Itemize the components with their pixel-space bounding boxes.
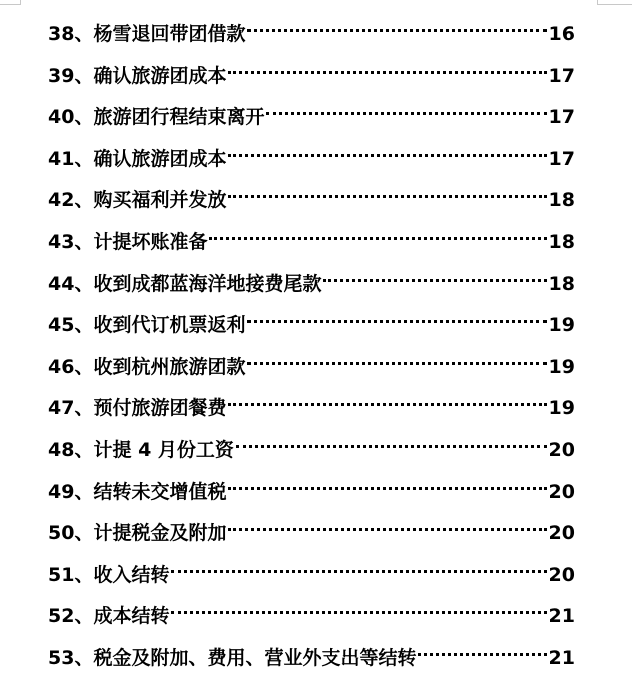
toc-entry-title: 购买福利并发放 <box>93 189 227 212</box>
toc-entry-page: 17 <box>548 106 575 129</box>
toc-dot-leader <box>236 424 547 456</box>
toc-entry-number: 41 <box>48 147 75 170</box>
toc-entry-title: 预付旅游团餐费 <box>93 397 227 420</box>
toc-entry-page: 16 <box>548 23 575 45</box>
toc-dot-leader <box>247 8 546 40</box>
toc-entry-separator: 、 <box>74 397 94 420</box>
toc-entry-separator: 、 <box>74 147 94 170</box>
toc-entry-number: 39 <box>48 64 75 87</box>
toc-entry-title: 计提税金及附加 <box>93 522 227 545</box>
toc-entry-separator: 、 <box>74 189 94 212</box>
toc-entry-number: 38 <box>48 23 75 45</box>
toc-entry-page: 21 <box>548 605 575 628</box>
toc-entry-separator: 、 <box>74 272 94 295</box>
toc-entry-title: 计提坏账准备 <box>93 230 208 253</box>
toc-entry-number: 49 <box>48 480 75 503</box>
toc-entry[interactable] <box>48 632 575 674</box>
toc-dot-leader <box>171 549 546 581</box>
page-corner-mark-top-right <box>597 0 632 5</box>
toc-dot-leader <box>228 50 546 82</box>
toc-entry[interactable] <box>48 590 575 632</box>
toc-entry-separator: 、 <box>74 480 94 503</box>
toc-entry-number: 46 <box>48 355 75 378</box>
toc-entry-page: 17 <box>548 64 575 87</box>
toc-dot-leader <box>418 632 546 664</box>
toc-dot-leader <box>228 133 546 165</box>
toc-entry-page: 20 <box>548 522 575 545</box>
toc-entry-separator: 、 <box>74 314 94 337</box>
toc-entry-separator: 、 <box>74 438 94 461</box>
toc-entry[interactable] <box>48 424 575 466</box>
toc-dot-leader <box>266 91 546 123</box>
toc-entry-page: 18 <box>548 189 575 212</box>
toc-dot-leader <box>228 174 546 206</box>
toc-entry-separator: 、 <box>74 106 94 129</box>
toc-entry[interactable] <box>48 8 575 50</box>
toc-dot-leader <box>247 299 546 331</box>
toc-entry[interactable] <box>48 174 575 216</box>
toc-entry-number: 45 <box>48 314 75 337</box>
toc-entry-page: 20 <box>548 438 575 461</box>
toc-entry-title: 旅游团行程结束离开 <box>93 106 265 129</box>
toc-entry-separator: 、 <box>74 23 94 45</box>
toc-entry[interactable] <box>48 466 575 508</box>
toc-dot-leader <box>228 382 546 414</box>
toc-entry-title: 杨雪退回带团借款 <box>93 23 246 45</box>
toc-entry-page: 20 <box>548 563 575 586</box>
toc-entry-number: 42 <box>48 189 75 212</box>
toc-entry-number: 47 <box>48 397 75 420</box>
toc-entry[interactable] <box>48 382 575 424</box>
toc-dot-leader <box>209 216 546 248</box>
toc-entry-number: 53 <box>48 646 75 669</box>
toc-entry-number: 51 <box>48 563 75 586</box>
toc-entry-separator: 、 <box>74 563 94 586</box>
toc-entry-page: 21 <box>548 646 575 669</box>
toc-entry-title: 成本结转 <box>93 605 170 628</box>
toc-entry-number: 50 <box>48 522 75 545</box>
table-of-contents <box>48 8 575 674</box>
toc-entry[interactable] <box>48 507 575 549</box>
toc-entry-number: 52 <box>48 605 75 628</box>
toc-entry-title: 计提 4 月份工资 <box>93 438 234 461</box>
toc-entry-title: 确认旅游团成本 <box>93 64 227 87</box>
toc-entry-page: 19 <box>548 314 575 337</box>
toc-entry-page: 18 <box>548 272 575 295</box>
toc-entry-separator: 、 <box>74 64 94 87</box>
toc-entry-separator: 、 <box>74 230 94 253</box>
page-corner-mark-top-left <box>0 0 21 5</box>
toc-entry-page: 18 <box>548 230 575 253</box>
toc-dot-leader <box>247 341 546 373</box>
toc-dot-leader <box>323 258 546 290</box>
toc-entry-separator: 、 <box>74 522 94 545</box>
toc-entry-title: 收到成都蓝海洋地接费尾款 <box>93 272 322 295</box>
toc-dot-leader <box>171 590 546 622</box>
toc-entry-title: 收入结转 <box>93 563 170 586</box>
toc-dot-leader <box>228 466 546 498</box>
toc-entry-number: 44 <box>48 272 75 295</box>
toc-entry-separator: 、 <box>74 355 94 378</box>
toc-entry-page: 19 <box>548 355 575 378</box>
toc-entry-title: 确认旅游团成本 <box>93 147 227 170</box>
toc-entry-separator: 、 <box>74 605 94 628</box>
toc-entry-number: 40 <box>48 106 75 129</box>
toc-entry[interactable] <box>48 91 575 133</box>
toc-entry-title: 税金及附加、费用、营业外支出等结转 <box>93 646 417 669</box>
toc-entry-page: 17 <box>548 147 575 170</box>
toc-entry[interactable] <box>48 299 575 341</box>
toc-entry-title: 收到杭州旅游团款 <box>93 355 246 378</box>
toc-entry-separator: 、 <box>74 646 94 669</box>
toc-entry[interactable] <box>48 549 575 591</box>
toc-entry[interactable] <box>48 341 575 383</box>
toc-entry[interactable] <box>48 216 575 258</box>
toc-entry-page: 20 <box>548 480 575 503</box>
toc-entry[interactable] <box>48 258 575 300</box>
toc-entry[interactable] <box>48 133 575 175</box>
toc-entry-page: 19 <box>548 397 575 420</box>
toc-entry[interactable] <box>48 50 575 92</box>
toc-dot-leader <box>228 507 546 539</box>
toc-entry-number: 43 <box>48 230 75 253</box>
toc-entry-title: 结转未交增值税 <box>93 480 227 503</box>
toc-entry-number: 48 <box>48 438 75 461</box>
toc-entry-title: 收到代订机票返利 <box>93 314 246 337</box>
